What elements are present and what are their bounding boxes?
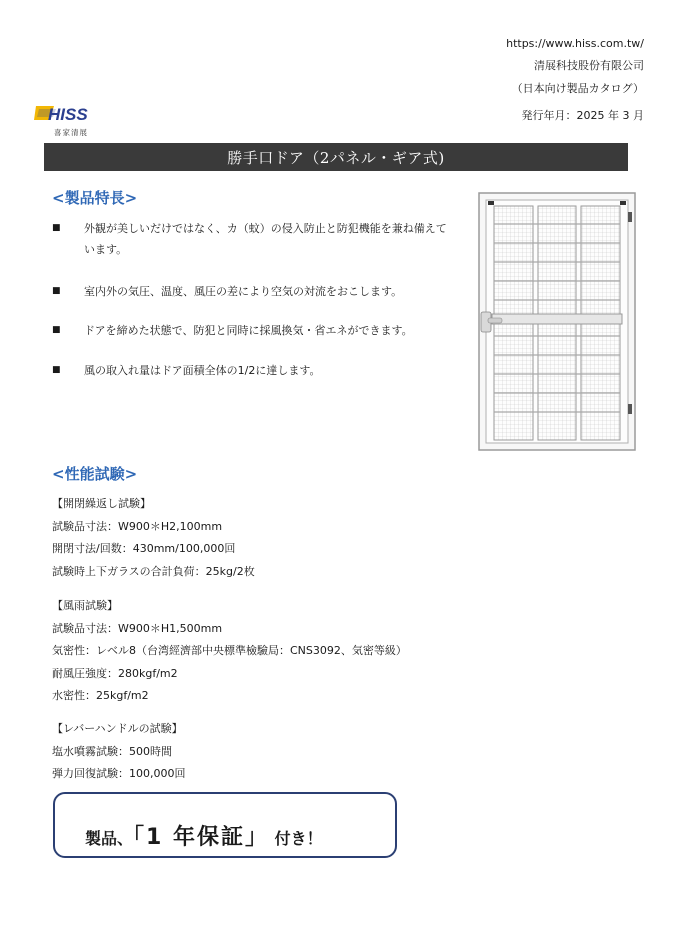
- test-group: [52, 723, 186, 791]
- bullet-icon: ■: [52, 223, 61, 233]
- feature-text: 風の取入れ量はドア面積全体の1/2に達します。: [84, 364, 321, 377]
- website-url[interactable]: https://www.hiss.com.tw/: [506, 37, 644, 50]
- test-line: 試験品寸法：W900＊H1,500mm: [52, 621, 223, 635]
- warranty-text: [85, 820, 323, 851]
- warranty-emphasis: 「1 年保証」: [133, 825, 269, 850]
- svg-text:HISS: HISS: [48, 105, 88, 124]
- bullet-icon: ■: [52, 365, 61, 375]
- test-line: 耐風圧強度：280kgf/m2: [52, 666, 178, 680]
- test-group: [52, 498, 255, 588]
- feature-text: ドアを締めた状態で、防犯と同時に採風換気・省エネができます。: [84, 324, 413, 337]
- feature-text: 外観が美しいだけではなく、カ（蚊）の侵入防止と防犯機能を兼ね備えています。: [84, 222, 447, 256]
- feature-item: [52, 281, 452, 302]
- bullet-icon: ■: [52, 286, 61, 296]
- tests-heading: <性能試験>: [52, 465, 138, 483]
- catalog-label: （日本向け製品カタログ）: [511, 82, 644, 95]
- page-title: 勝手口ドア（2パネル・ギア式): [44, 143, 628, 171]
- feature-text: 室内外の気圧、温度、風圧の差により空気の対流をおこします。: [84, 285, 403, 298]
- test-line: 水密性：25kgf/m2: [52, 689, 149, 702]
- test-group-title: 【風雨試験】: [52, 599, 118, 612]
- company-name: 清展科技股份有限公司: [534, 59, 644, 72]
- test-group-title: 【開閉繰返し試験】: [52, 497, 151, 510]
- feature-item: [52, 360, 452, 381]
- warranty-prefix: 製品、: [85, 829, 134, 848]
- features-heading: <製品特長>: [52, 189, 138, 207]
- test-group-title: 【レバーハンドルの試験】: [52, 722, 183, 735]
- warranty-box: [53, 792, 397, 858]
- bullet-icon: ■: [52, 325, 61, 335]
- test-group: [52, 600, 407, 713]
- test-line: 塩水噴霧試験：500時間: [52, 744, 172, 758]
- feature-item: [52, 320, 452, 341]
- warranty-suffix: 付き！: [274, 829, 323, 848]
- test-line: 試験時上下ガラスの合計負荷：25kg/2枚: [52, 564, 255, 578]
- test-line: 試験品寸法：W900＊H2,100mm: [52, 519, 223, 533]
- logo-subtitle: 喜家清展: [54, 128, 88, 137]
- test-line: 開閉寸法/回数：430mm/100,000回: [52, 542, 236, 555]
- test-line: 気密性：レベル8（台湾經濟部中央標準檢驗局：CNS3092、気密等級）: [52, 644, 407, 657]
- door-illustration: [478, 192, 636, 452]
- issue-date: 発行年月：2025 年 3 月: [521, 109, 644, 122]
- feature-item: [52, 218, 452, 260]
- test-line: 弾力回復試験：100,000回: [52, 767, 186, 780]
